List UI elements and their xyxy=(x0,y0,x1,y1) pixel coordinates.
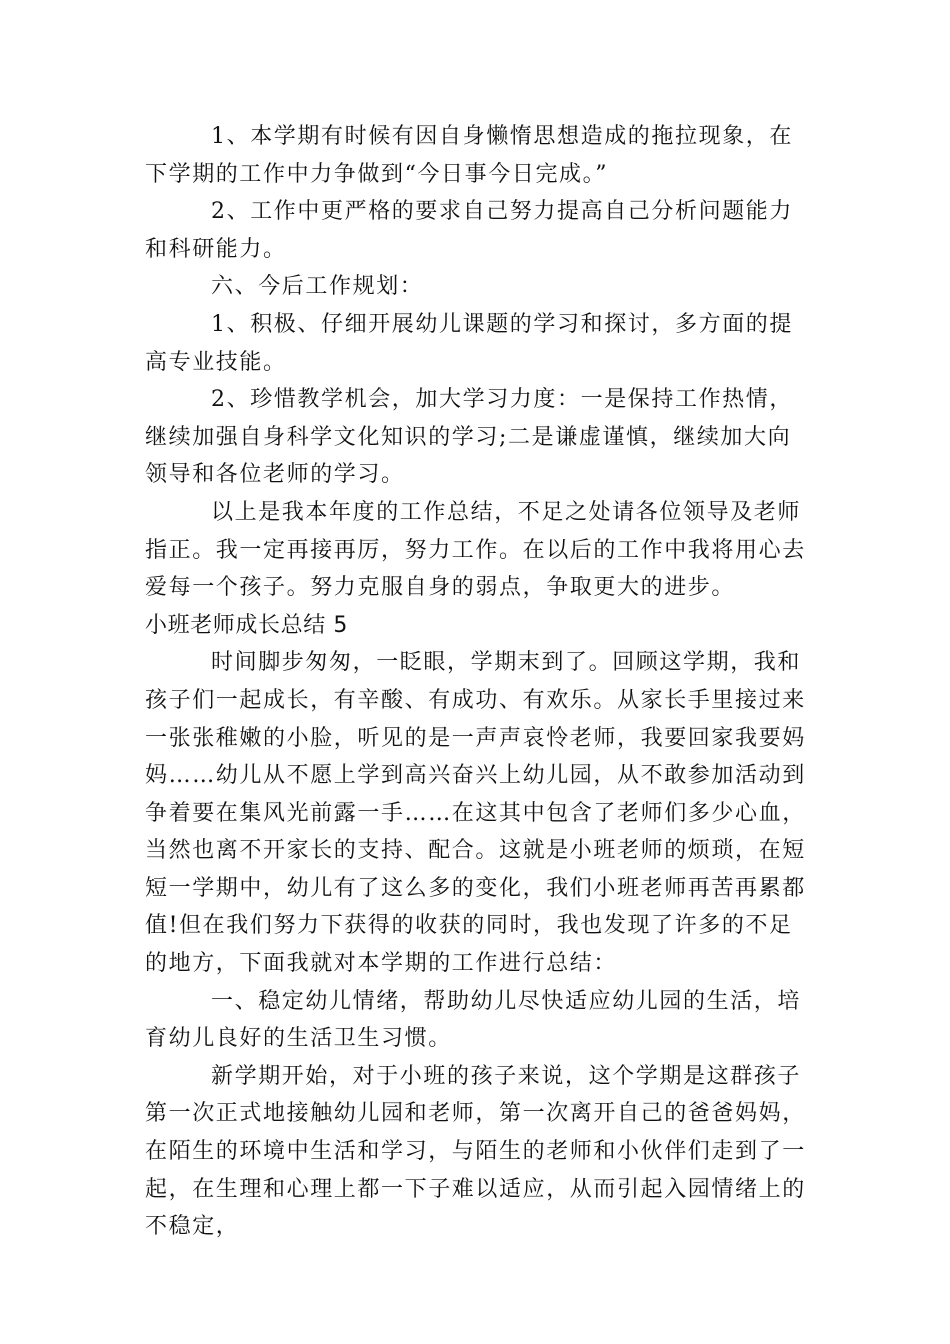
paragraph-plan-1: 1、积极、仔细开展幼儿课题的学习和探讨，多方面的提高专业技能。 xyxy=(145,311,793,375)
document-body xyxy=(145,118,807,1246)
paragraph-plan-2: 2、珍惜教学机会，加大学习力度：一是保持工作热情，继续加强自身科学文化知识的学习;二是谦虚谨慎，继续加大向领导和各位老师的学习。 xyxy=(145,387,793,488)
paragraph-new-semester: 新学期开始，对于小班的孩子来说，这个学期是这群孩子第一次正式地接触幼儿园和老师，第一次离开自己的爸爸妈妈，在陌生的环境中生活和学习，与陌生的老师和小伙伴们走到了一起，在生理和心理上都一下子难以适应，从而引起入园情绪上的不稳定， xyxy=(145,1063,806,1240)
paragraph-shortcoming-2: 2、工作中更严格的要求自己努力提高自己分析问题能力和科研能力。 xyxy=(145,199,793,262)
paragraph-intro: 时间脚步匆匆，一眨眼，学期末到了。回顾这学期，我和孩子们一起成长，有辛酸、有成功、有欢乐。从家长手里接过来一张张稚嫩的小脸，听见的是一声声哀怜老师，我要回家我要妈妈……幼儿从不愿上学到高兴奋兴上幼儿园，从不敢参加活动到争着要在集风光前露一手……在这其中包含了老师们多少心血，当然也离不开家长的支持、配合。这就是小班老师的烦琐，在短短一学期中，幼儿有了这么多的变化，我们小班老师再苦再累都值!但在我们努力下获得的收获的同时，我也发现了许多的不足的地方，下面我就对本学期的工作进行总结： xyxy=(145,650,806,977)
paragraph-section-one-heading: 一、稳定幼儿情绪，帮助幼儿尽快适应幼儿园的生活，培育幼儿良好的生活卫生习惯。 xyxy=(145,988,802,1052)
paragraph-conclusion: 以上是我本年度的工作总结，不足之处请各位领导及老师指正。我一定再接再厉，努力工作。在以后的工作中我将用心去爱每一个孩子。努力克服自身的弱点，争取更大的进步。 xyxy=(145,499,806,601)
section-heading: 小班老师成长总结 5 xyxy=(145,612,348,638)
paragraph-plan-heading: 六、今后工作规划： xyxy=(211,274,424,300)
paragraph-shortcoming-1: 1、本学期有时候有因自身懒惰思想造成的拖拉现象，在下学期的工作中力争做到“今日事今日完成。” xyxy=(145,124,793,187)
